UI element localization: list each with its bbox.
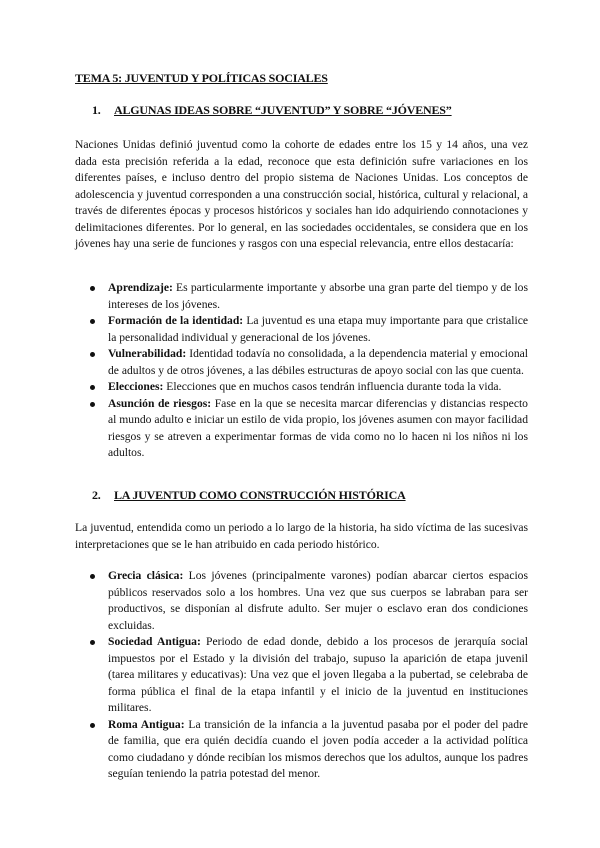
document-title: TEMA 5: JUVENTUD Y POLÍTICAS SOCIALES [75, 71, 328, 85]
list-item [90, 346, 528, 379]
list-item [90, 379, 528, 396]
bullet-icon [90, 352, 95, 357]
list-item [90, 717, 528, 783]
bullet-icon [90, 286, 95, 291]
bullet-term: Roma Antigua: [108, 717, 185, 731]
list-item [90, 634, 528, 717]
bullet-text: Identidad todavía no consolidada, a la dependencia material y emocional de adultos y de otros jóvenes, a las débiles estructuras de apoyo social con las que cuenta. [108, 347, 528, 377]
bullet-term: Elecciones: [108, 380, 164, 393]
bullet-term: Formación de la identidad: [108, 314, 244, 327]
bullet-icon [90, 402, 95, 407]
features-bullet-list [90, 280, 528, 462]
bullet-term: Vulnerabilidad: [108, 347, 187, 360]
bullet-icon [90, 640, 95, 645]
bullet-text: La juventud es una etapa muy importante para que cristalice la personalidad individual y generacional de los jóvenes. [108, 314, 528, 344]
bullet-text: La transición de la infancia a la juventud pasaba por el poder del padre de familia, que era quién decidía cuando el joven podía acceder a la actividad política como ciudadano y dónde recibían los mismos derechos que los adultos, aunque los padres seguían teniendo la patria potestad del menor. [108, 717, 529, 780]
section-intro-paragraph: La juventud, entendida como un periodo a lo largo de la historia, ha sido víctima de las sucesivas interpretaciones que se le han atribuido en cada periodo histórico. [75, 521, 528, 551]
bullet-term: Grecia clásica: [108, 569, 184, 582]
section-heading-1 [92, 102, 452, 119]
bullet-text: Los jóvenes (principalmente varones) podían abarcar ciertos espacios públicos reservados solo a los hombres. Una vez que sus cuerpos se labraban para ser productivos, se disponían al disfrute adulto. Ser mujer o esclavo eran dos condiciones excluidas. [108, 569, 528, 632]
list-item [90, 396, 528, 462]
bullet-text: Elecciones que en muchos casos tendrán influencia durante toda la vida. [163, 380, 502, 393]
bullet-term: Asunción de riesgos: [108, 396, 212, 410]
bullet-term: Sociedad Antigua: [108, 635, 201, 648]
section-title: ALGUNAS IDEAS SOBRE “JUVENTUD” Y SOBRE “JÓVENES” [114, 103, 452, 117]
history-bullet-list [90, 568, 528, 783]
bullet-text: Es particularmente importante y absorbe una gran parte del tiempo y de los intereses de los jóvenes. [108, 281, 528, 311]
bullet-text: Periodo de edad donde, debido a los procesos de jerarquía social impuestos por el Estado y la división del trabajo, supuso la aparición de etapa juvenil (tarea militares y educativas): Una vez que el joven llegaba a la pubertad, se celebraba de forma pública el final de la etapa infantil y el inicio de la juventud en instituciones militares. [108, 635, 528, 714]
bullet-text: Fase en la que se necesita marcar diferencias y distancias respecto al mundo adulto e iniciar un estilo de vida propio, los jóvenes asumen con mayor facilidad riesgos y se atreven a experimentar formas de vida como no lo hacen ni los niños ni los adultos. [108, 396, 528, 459]
section-intro-paragraph: Naciones Unidas definió juventud como la cohorte de edades entre los 15 y 14 años, una vez dada esta precisión referida a la edad, reconoce que esta definición sufre variaciones en los diferentes países, e incluso dentro del propio sistema de Naciones Unidas. Los conceptos de adolescencia y juventud corresponden a una construcción social, histórica, cultural y relacional, a través de diferentes épocas y procesos históricos y sociales han ido adquiriendo connotaciones y delimitaciones diferentes. Por lo general, en las sociedades occidentales, se considera que en los jóvenes hay una serie de funciones y rasgos con una especial relevancia, entre ellos destacaría: [75, 138, 528, 250]
bullet-term: Aprendizaje: [108, 281, 173, 294]
list-item [90, 280, 528, 313]
section-number: 1. [92, 103, 101, 117]
section-heading-2 [92, 487, 406, 504]
bullet-icon [90, 385, 95, 390]
bullet-icon [90, 723, 95, 728]
bullet-icon [90, 574, 95, 579]
list-item [90, 313, 528, 346]
section-title: LA JUVENTUD COMO CONSTRUCCIÓN HISTÓRICA [114, 488, 406, 502]
bullet-icon [90, 319, 95, 324]
list-item [90, 568, 528, 634]
section-number: 2. [92, 488, 101, 502]
